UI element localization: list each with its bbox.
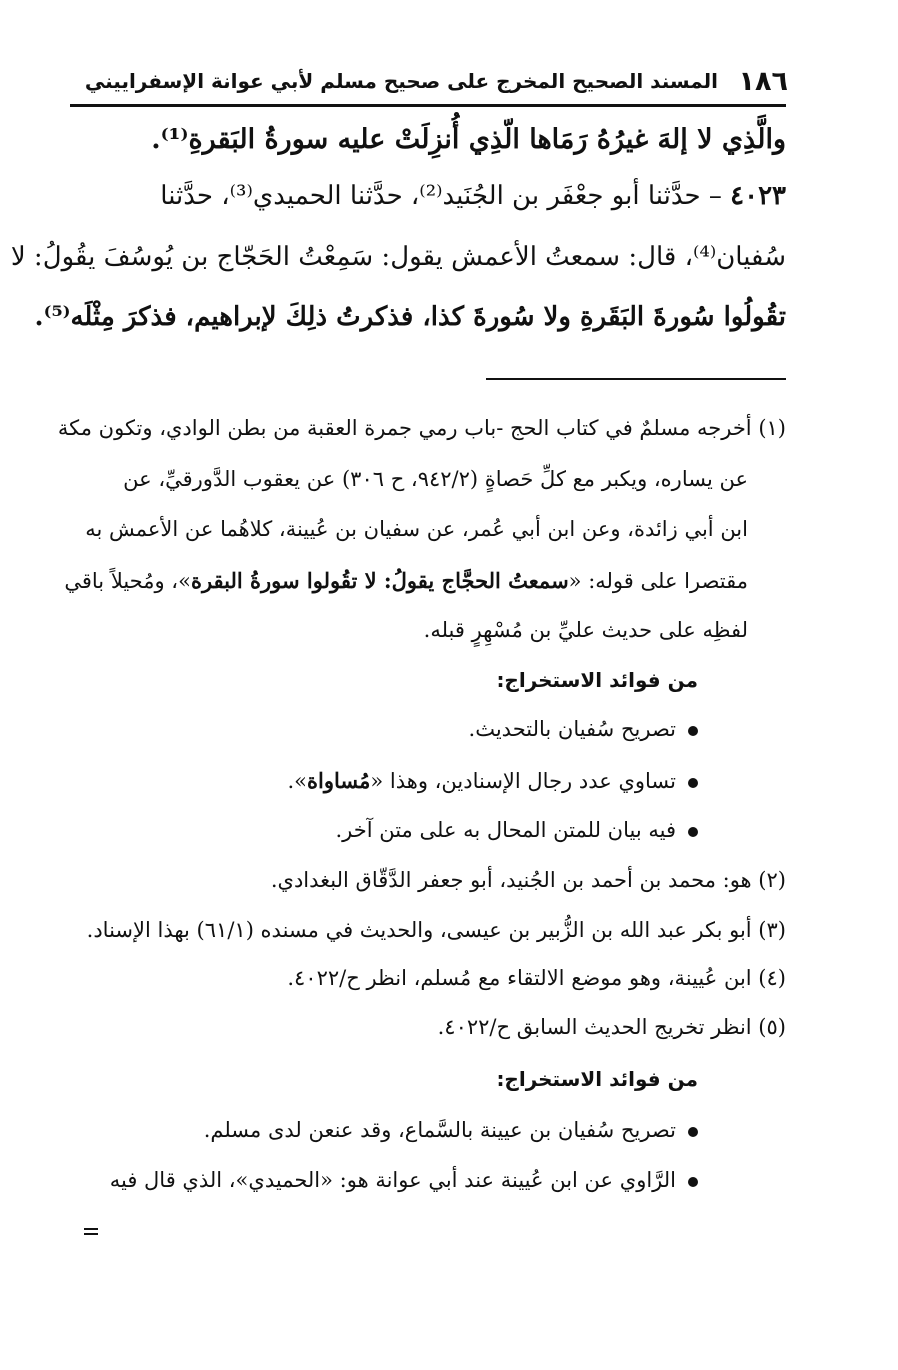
hadith-number: ٤٠٢٣ [730, 181, 786, 211]
footnote-1-line-3: ابن أبي زائدة، وعن ابن أبي عُمر، عن سفيان بن عُيينة، كلاهُما عن الأعمش به [85, 517, 748, 541]
benefit-item: تساوي عدد رجال الإسنادين، وهذا «مُساواة». [287, 768, 698, 793]
page-header [70, 66, 788, 106]
header-rule [70, 104, 786, 107]
footnote-2: (٢) هو: محمد بن أحمد بن الجُنيد، أبو جعفر الدَّقّاق البغدادي. [270, 868, 786, 892]
benefit-item: تصريح سُفيان بن عيينة بالسَّماع، وقد عنعن لدى مسلم. [204, 1118, 698, 1142]
footnote-separator [486, 378, 786, 380]
quoted-phrase: سمعتُ الحجَّاج يقولُ: لا تقُولوا سورةُ البقرة [190, 568, 569, 593]
footnote-4: (٤) ابن عُيينة، وهو موضع الالتقاء مع مُسلم، انظر ح/٤٠٢٢. [287, 966, 786, 990]
bullet-icon [688, 1127, 698, 1137]
footnote-1-line-5: لفظِه على حديث عليِّ بن مُسْهِرٍ قبله. [423, 618, 748, 642]
bullet-icon [688, 827, 698, 837]
bullet-icon [688, 1177, 698, 1187]
continuation-mark [84, 1228, 98, 1238]
benefit-item: الرَّاوي عن ابن عُيينة عند أبي عوانة هو: «الحميدي»، الذي قال فيه [110, 1168, 698, 1192]
bullet-icon [688, 778, 698, 788]
main-line-1: والَّذِي لا إلهَ غيرُهُ رَمَاها الّذِي أُنزِلَتْ عليه سورةُ البَقرةِ⁽¹⁾. [151, 124, 786, 155]
running-title: المسند الصحيح المخرج على صحيح مسلم لأبي عوانة الإسفراييني [84, 69, 718, 93]
bullet-icon [688, 726, 698, 736]
footnote-1-line-4: مقتصرا على قوله: «سمعتُ الحجَّاج يقولُ: لا تقُولوا سورةُ البقرة»، ومُحيلاً باقي [64, 568, 748, 593]
footnote-1-line-2: عن يساره، ويكبر مع كلِّ حَصاةٍ (٩٤٢/٢، ح ٣٠٦) عن يعقوب الدَّورقيِّ، عن [123, 467, 748, 491]
main-line-4: تقُولُوا سُورةَ البَقَرةِ ولا سُورةَ كذا، فذكرتُ ذلِكَ لإبراهيم، فذكرَ مِثْلَه⁽⁵⁾. [34, 302, 786, 332]
main-line-2 [160, 181, 786, 211]
benefit-item: تصريح سُفيان بالتحديث. [469, 717, 698, 741]
page-number: ١٨٦ [738, 66, 788, 97]
benefits-heading-2: من فوائد الاستخراج: [496, 1067, 698, 1091]
main-line-3: سُفيان⁽⁴⁾، قال: سمعتُ الأعمش يقول: سَمِعْتُ الحَجّاج بن يُوسُفَ يقُولُ: لا [10, 242, 786, 272]
main-line-2-text: – حدَّثنا أبو جعْفَر بن الجُنَيد⁽²⁾، حدَّثنا الحميدي⁽³⁾، حدَّثنا [160, 181, 722, 211]
footnote-1-line-1: (١) أخرجه مسلمٌ في كتاب الحج -باب رمي جمرة العقبة من بطن الوادي، وتكون مكة [57, 416, 786, 440]
footnote-3: (٣) أبو بكر عبد الله بن الزُّبير بن عيسى، والحديث في مسنده (٦١/١) بهذا الإسناد. [86, 918, 786, 942]
footnote-5: (٥) انظر تخريج الحديث السابق ح/٤٠٢٢. [437, 1015, 786, 1039]
benefit-item: فيه بيان للمتن المحال به على متن آخر. [335, 818, 698, 842]
benefits-heading-1: من فوائد الاستخراج: [496, 668, 698, 692]
